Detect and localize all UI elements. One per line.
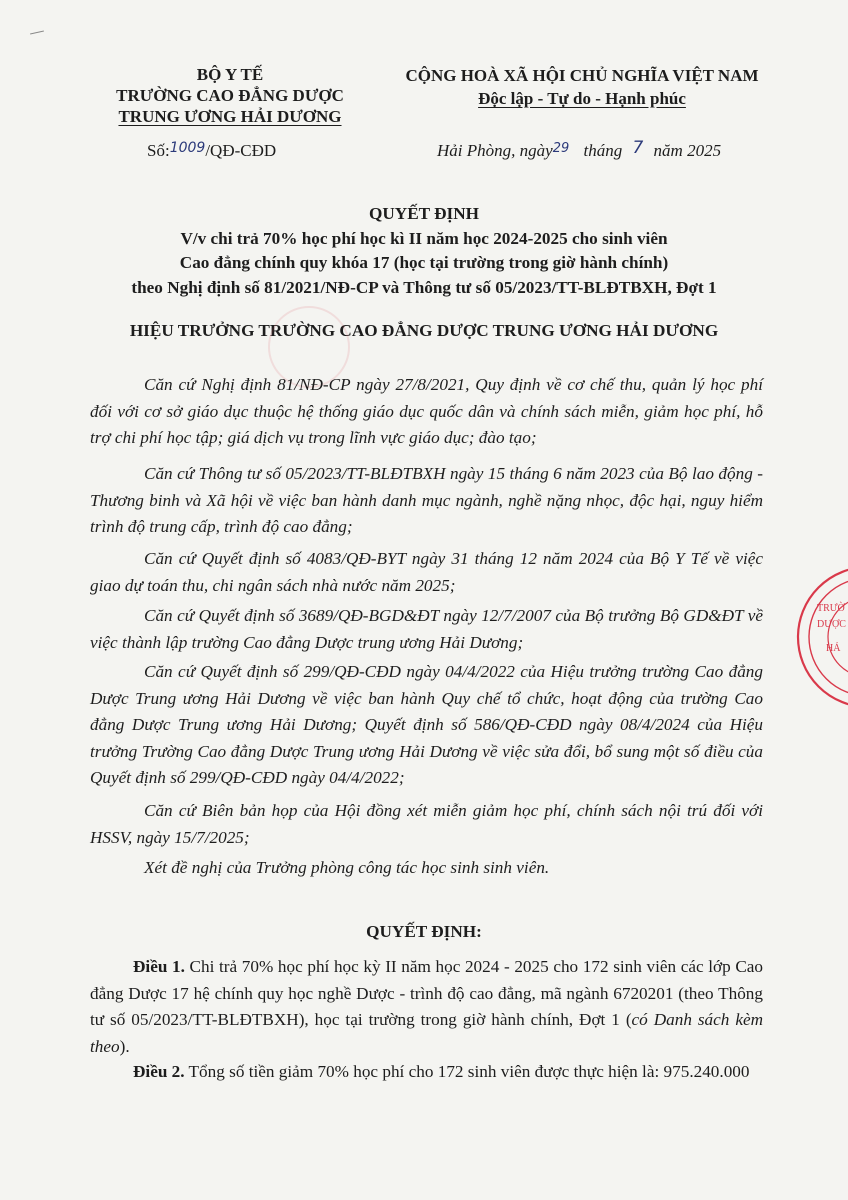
article-2: Điều 2. Tổng số tiền giảm 70% học phí cho 172 sinh viên được thực hiện là: 975.240.000 xyxy=(133,1062,750,1081)
issuer-block xyxy=(100,64,360,127)
ground-paragraph: Xét đề nghị của Trưởng phòng công tác học sinh sinh viên. xyxy=(144,858,550,877)
article-1: Điều 1. Chi trả 70% học phí học kỳ II năm học 2024 - 2025 cho 172 sinh viên các lớp Cao đẳng Dược 17 hệ chính quy học nghề Dược - trình độ cao đẳng, mã ngành 6720201 (theo Thông tư số 05/2023/TT-BLĐTBXH), học tại trường trong giờ hành chính, Đợt 1 (có Danh sách kèm theo). xyxy=(90,957,764,1056)
handwritten-number: 1009 xyxy=(169,140,206,156)
national-motto: Độc lập - Tự do - Hạnh phúc xyxy=(478,89,686,108)
handwritten-month: 7 xyxy=(632,138,644,158)
issuing-authority: HIỆU TRƯỞNG TRƯỜNG CAO ĐẲNG DƯỢC TRUNG ƯƠNG HẢI DƯƠNG xyxy=(129,321,719,340)
stamp-text-fragment: TRƯỜ xyxy=(817,603,845,614)
ground-paragraph: Căn cứ Quyết định số 3689/QĐ-BGD&ĐT ngày 12/7/2007 của Bộ trưởng Bộ GD&ĐT về việc thành lập trường Cao đẳng Dược trung ương Hải Dương; xyxy=(90,606,763,652)
decision-title xyxy=(60,202,788,300)
scan-mark xyxy=(30,31,44,35)
country-name: CỘNG HOÀ XÃ HỘI CHỦ NGHĨA VIỆT NAM xyxy=(405,66,759,85)
ground-paragraph: Căn cứ Quyết định số 299/QĐ-CĐD ngày 04/4/2022 của Hiệu trưởng trường Cao đẳng Dược Trung ương Hải Dương về việc ban hành Quy chế tổ chức, hoạt động của trường Cao đẳng Dược Trung ương Hải Dương; Quyết định số 586/QĐ-CĐD ngày 08/4/2024 của Hiệu trưởng Trường Cao đẳng Dược Trung ương Hải Dương về việc sửa đổi, bổ sung một số điều của Quyết định số 299/QĐ-CĐD ngày 04/4/2022; xyxy=(90,662,763,787)
ministry-name: BỘ Y TẾ xyxy=(196,65,264,84)
school-name-line2: TRUNG ƯƠNG HẢI DƯƠNG xyxy=(118,107,342,126)
handwritten-day: 29 xyxy=(552,141,570,156)
official-stamp xyxy=(790,565,848,710)
ground-paragraph: Căn cứ Biên bản họp của Hội đồng xét miễn giảm học phí, chính sách nội trú đối với HSSV, ngày 15/7/2025; xyxy=(90,801,763,847)
title-subject-line1: V/v chi trả 70% học phí học kì II năm học 2024-2025 cho sinh viên xyxy=(180,228,668,248)
ground-paragraph: Căn cứ Thông tư số 05/2023/TT-BLĐTBXH ngày 15 tháng 6 năm 2023 của Bộ lao động -Thương binh và Xã hội về việc ban hành danh mục ngành, nghề nặng nhọc, độc hại, nguy hiểm trình độ trung cấp, trình độ cao đẳng; xyxy=(90,464,763,536)
ground-paragraph: Căn cứ Quyết định số 4083/QĐ-BYT ngày 31 tháng 12 năm 2024 của Bộ Y Tế về việc giao dự toán thu, chi ngân sách nhà nước năm 2025; xyxy=(90,549,763,595)
title-heading: QUYẾT ĐỊNH xyxy=(369,204,479,223)
title-subject-line3: theo Nghị định số 81/2021/NĐ-CP và Thông tư số 05/2023/TT-BLĐTBXH, Đợt 1 xyxy=(131,277,717,297)
stamp-text-fragment: HẢ xyxy=(826,643,841,654)
decision-heading: QUYẾT ĐỊNH: xyxy=(366,922,482,941)
issue-date: Hải Phòng, ngày$^{29}$ tháng 7 năm 2025 xyxy=(437,138,722,160)
stamp-text-fragment: DƯỢC xyxy=(817,619,846,630)
title-subject-line2: Cao đẳng chính quy khóa 17 (học tại trường trong giờ hành chính) xyxy=(179,253,669,272)
document-number: Số:$^{1009}$/QĐ-CĐD xyxy=(147,140,277,160)
national-header xyxy=(382,64,782,110)
school-name-line1: TRƯỜNG CAO ĐẲNG DƯỢC xyxy=(116,86,344,105)
ground-paragraph: Căn cứ Nghị định 81/NĐ-CP ngày 27/8/2021, Quy định về cơ chế thu, quản lý học phí đối với cơ sở giáo dục thuộc hệ thống giáo dục quốc dân và chính sách miễn, giảm học phí, hỗ trợ chi phí học tập; giá dịch vụ trong lĩnh vực giáo dục; đào tạo; xyxy=(90,375,763,447)
